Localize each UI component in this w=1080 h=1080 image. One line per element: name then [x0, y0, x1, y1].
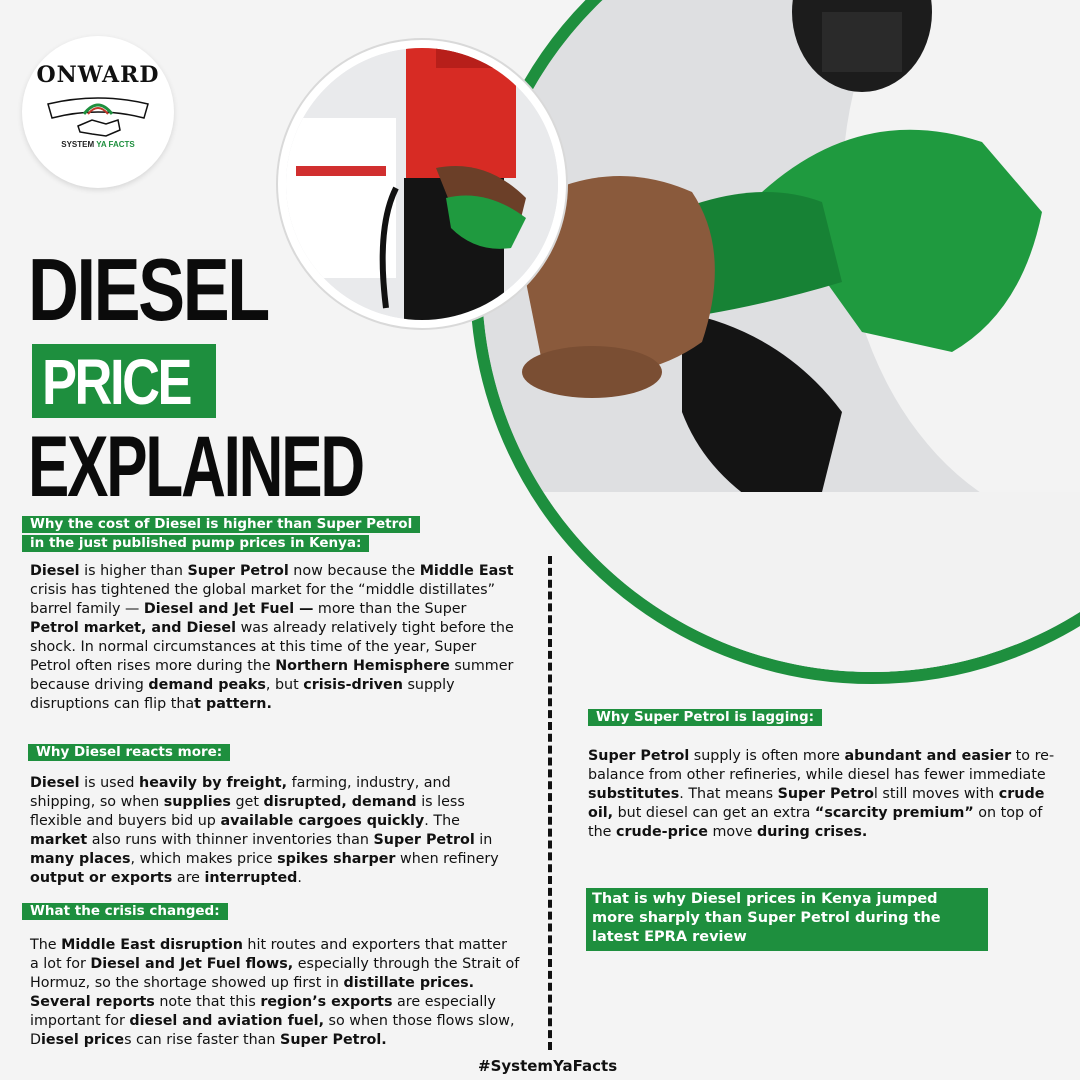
intro-paragraph: Diesel is higher than Super Petrol now because the Middle East crisis has tightened the global market for the “middle distillates” barrel family — Diesel and Jet Fuel — more than the Super Petrol market, and Diesel was already relatively tight before the shock. In normal circumstances at this time of the year, Super Petrol often rises more during the Northern Hemisphere summer because driving demand peaks, but crisis-driven supply disruptions can flip that pattern. [30, 563, 514, 712]
lagging-paragraph: Super Petrol supply is often more abundant and easier to re-balance from other refineries, while diesel has fewer immediate substitutes. That means Super Petrol still moves with crude oil, but diesel can get an extra “scarcity premium” on top of the crude-price move during crises. [588, 748, 1055, 840]
crisis-heading: What the crisis changed: [22, 903, 228, 920]
hero-photo-fuel-nozzle [470, 0, 1080, 684]
logo-subtitle [22, 140, 174, 149]
column-divider [548, 556, 552, 1050]
lagging-heading: Why Super Petrol is lagging: [588, 709, 822, 726]
conclusion-callout: That is why Diesel prices in Kenya jumped more sharply than Super Petrol during the latest EPRA review [586, 888, 988, 951]
logo-subtitle-part2: YA FACTS [96, 140, 135, 149]
handshake-icon [22, 36, 174, 188]
reacts-heading: Why Diesel reacts more: [28, 744, 230, 761]
intro-heading-line2: in the just published pump prices in Kenya: [22, 535, 369, 552]
title-price: PRICE [42, 346, 191, 418]
title-explained: EXPLAINED [28, 419, 363, 515]
logo-subtitle-part1: SYSTEM [61, 140, 97, 149]
reacts-paragraph: Diesel is used heavily by freight, farming, industry, and shipping, so when supplies get disrupted, demand is less flexible and buyers bid up available cargoes quickly. The market also runs with thinner inventories than Super Petrol in many places, which makes price spikes sharper when refinery output or exports are interrupted. [30, 775, 499, 886]
crisis-paragraph: The Middle East disruption hit routes and exporters that matter a lot for Diesel and Jet Fuel flows, especially through the Strait of Hormuz, so the shortage showed up first in distillate prices. Several reports note that this region’s exports are especially important for diesel and aviation fuel, so when those flows slow, Diesel prices can rise faster than Super Petrol. [30, 937, 520, 1048]
hashtag: #SystemYaFacts [478, 1057, 618, 1075]
title-diesel: DIESEL [28, 240, 268, 339]
inset-photo-attendant [278, 40, 566, 328]
logo-title: ONWARD [36, 62, 160, 88]
onward-logo [22, 36, 174, 188]
intro-heading-line1: Why the cost of Diesel is higher than Super Petrol [22, 516, 420, 533]
